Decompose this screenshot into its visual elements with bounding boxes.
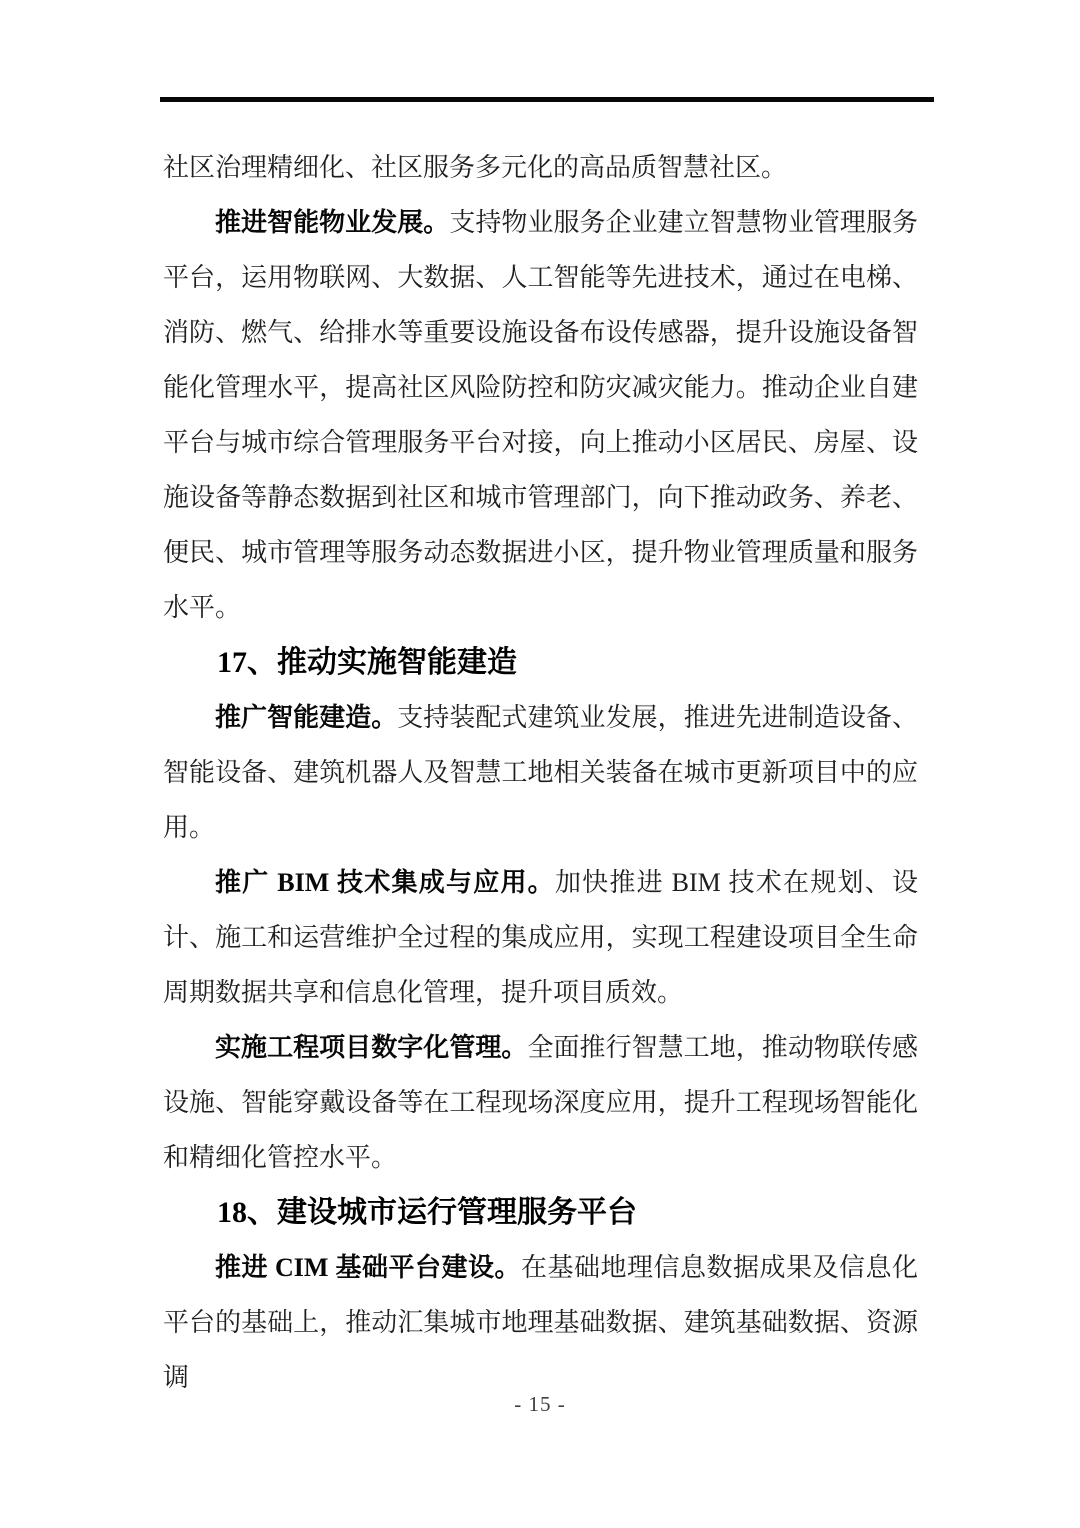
- paragraph-smart-property: [163, 195, 918, 635]
- paragraph-digital-management: [163, 1020, 918, 1185]
- header-rule: [160, 97, 934, 102]
- section-heading-17: 17、推动实施智能建造: [217, 646, 517, 679]
- paragraph-smart-construction: [163, 690, 918, 855]
- paragraph-text: 支持装配式建筑业发展，推进先进制造设备、智能设备、建筑机器人及智慧工地相关装备在城市更新项目中的应用。: [163, 703, 918, 842]
- paragraph-text: 加快推进 BIM 技术在规划、设计、施工和运营维护全过程的集成应用，实现工程建设项目全生命周期数据共享和信息化管理，提升项目质效。: [163, 868, 918, 1007]
- paragraph-lead: 推进智能物业发展。: [215, 208, 450, 237]
- paragraph-lead: 推进 CIM 基础平台建设。: [215, 1253, 521, 1282]
- paragraph-continuation: 社区治理精细化、社区服务多元化的高品质智慧社区。: [163, 153, 788, 182]
- paragraph-text: 支持物业服务企业建立智慧物业管理服务平台，运用物联网、大数据、人工智能等先进技术，通过在电梯、消防、燃气、给排水等重要设施设备布设传感器，提升设施设备智能化管理水平，提高社区风险防控和防灾减灾能力。推动企业自建平台与城市综合管理服务平台对接，向上推动小区居民、房屋、设施设备等静态数据到社区和城市管理部门，向下推动政务、养老、便民、城市管理等服务动态数据进小区，提升物业管理质量和服务水平。: [163, 208, 918, 622]
- paragraph-lead: 推广 BIM 技术集成与应用。: [215, 868, 555, 897]
- section-heading-18: 18、建设城市运行管理服务平台: [217, 1196, 637, 1229]
- paragraph-lead: 推广智能建造。: [215, 703, 398, 732]
- page-number: - 15 -: [514, 1392, 566, 1416]
- paragraph-lead: 实施工程项目数字化管理。: [215, 1033, 528, 1062]
- paragraph-text: 全面推行智慧工地，推动物联传感设施、智能穿戴设备等在工程现场深度应用，提升工程现场智能化和精细化管控水平。: [163, 1033, 918, 1172]
- paragraph-cim-platform: [163, 1240, 918, 1405]
- paragraph-text: 在基础地理信息数据成果及信息化平台的基础上，推动汇集城市地理基础数据、建筑基础数据、资源调: [163, 1253, 918, 1392]
- paragraph-bim: [163, 855, 918, 1020]
- document-content: [163, 140, 918, 1405]
